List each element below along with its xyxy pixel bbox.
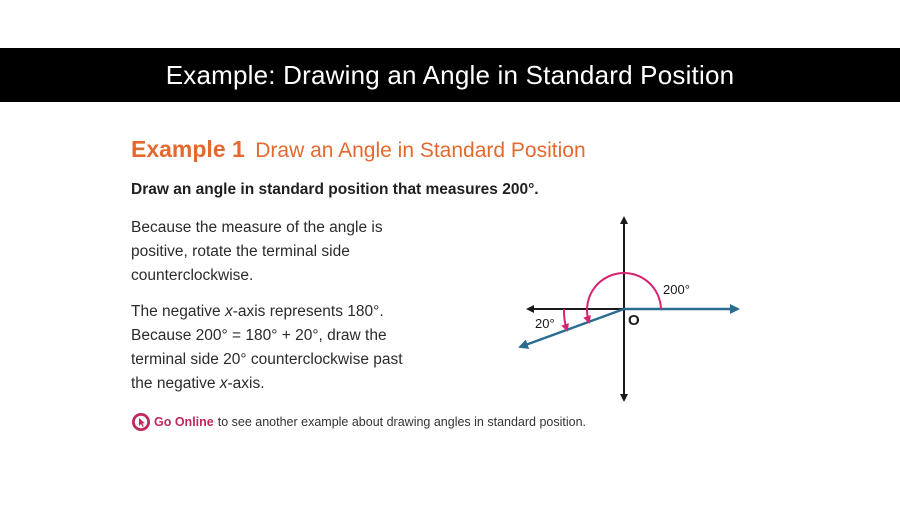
go-online-link[interactable]: Go Online bbox=[154, 415, 214, 429]
origin-label: O bbox=[628, 312, 640, 329]
paragraph-2-line: the negative x-axis. bbox=[131, 375, 265, 392]
slide-title: Example: Drawing an Angle in Standard Position bbox=[165, 59, 735, 90]
paragraph-2 bbox=[131, 300, 403, 396]
paragraph-1-line: positive, rotate the terminal side bbox=[131, 243, 350, 260]
angle-label-200: 200° bbox=[663, 282, 690, 297]
go-online-note bbox=[131, 412, 586, 432]
paragraph-1-line: counterclockwise. bbox=[131, 267, 254, 284]
variable-x: x bbox=[224, 303, 233, 320]
reference-arc-20 bbox=[564, 309, 567, 330]
slide-title-bar bbox=[0, 48, 900, 102]
paragraph-2-line: The negative x-axis represents 180°. bbox=[131, 303, 384, 320]
angle-diagram bbox=[500, 210, 750, 410]
example-number: Example 1 bbox=[131, 136, 245, 162]
paragraph-1-line: Because the measure of the angle is bbox=[131, 219, 383, 236]
angle-label-20: 20° bbox=[535, 316, 555, 331]
paragraph-2-line: terminal side 20° counterclockwise past bbox=[131, 351, 403, 368]
go-online-text: to see another example about drawing angles in standard position. bbox=[217, 415, 587, 429]
cursor-icon bbox=[131, 412, 151, 432]
variable-x: x bbox=[219, 375, 228, 392]
example-heading bbox=[131, 136, 586, 163]
example-title: Draw an Angle in Standard Position bbox=[255, 139, 586, 162]
paragraph-2-line: Because 200° = 180° + 20°, draw the bbox=[131, 327, 387, 344]
example-prompt: Draw an angle in standard position that measures 200°. bbox=[131, 181, 539, 198]
paragraph-1 bbox=[131, 216, 383, 288]
